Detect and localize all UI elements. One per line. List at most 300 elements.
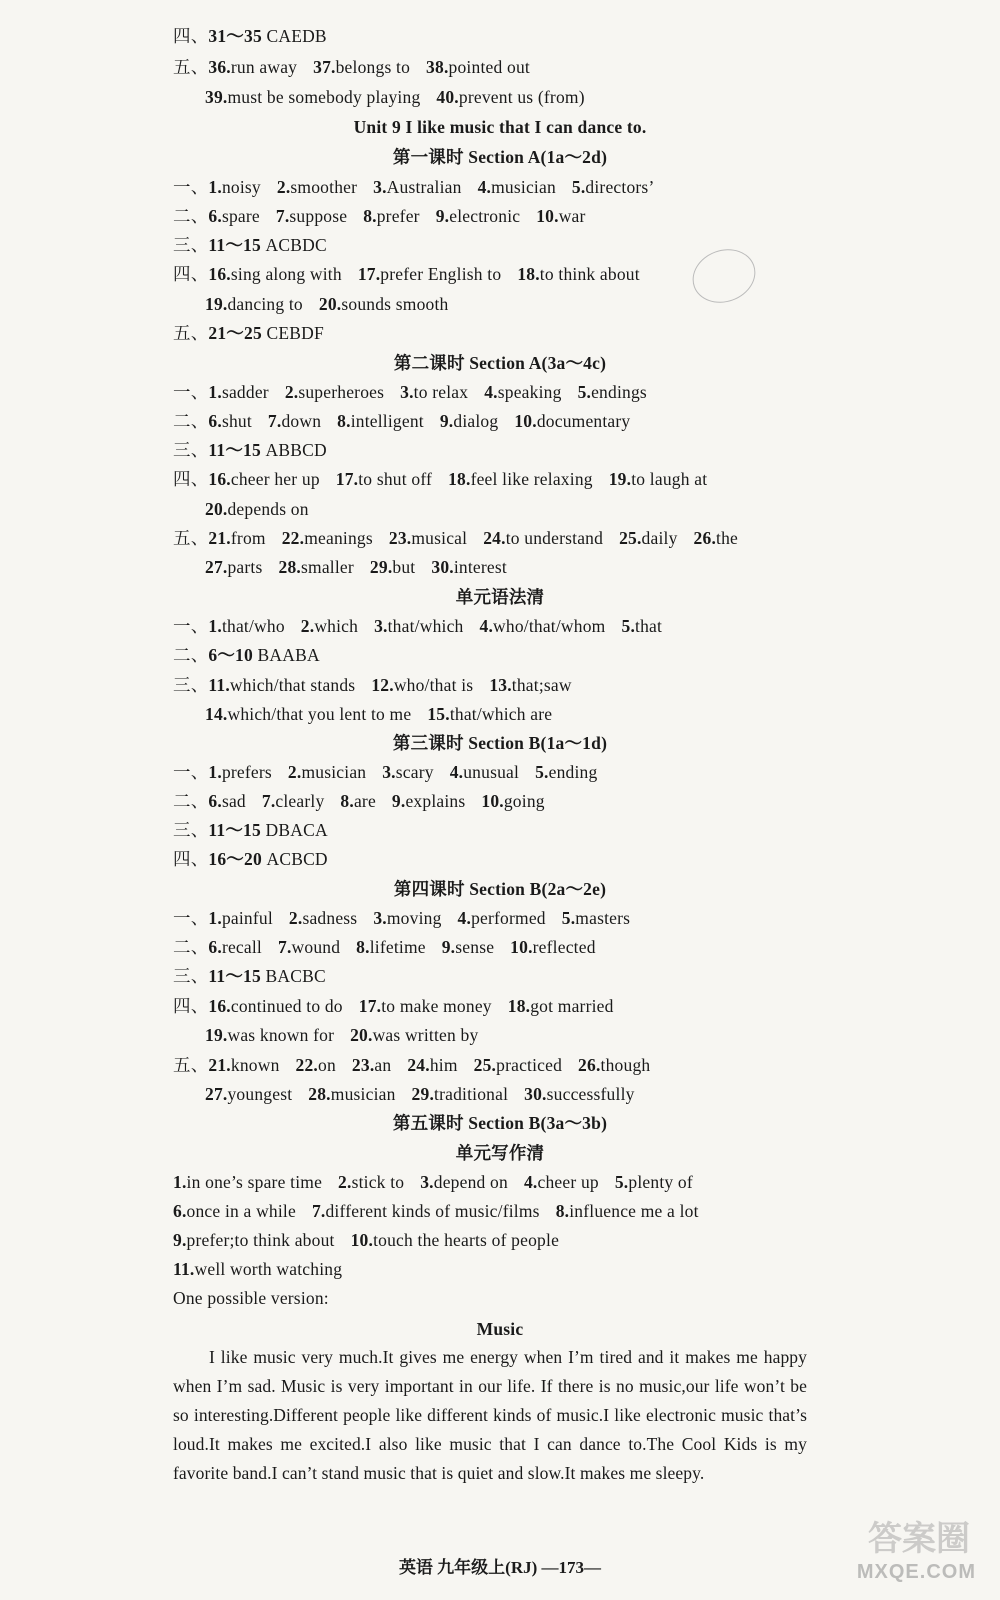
answer-text: to make money (381, 996, 492, 1016)
part-label: 一、 (173, 616, 209, 636)
answer-text: though (600, 1055, 651, 1075)
answer-number: 10. (510, 937, 533, 957)
answer-number: 2. (287, 762, 302, 782)
answer-item (524, 1172, 599, 1192)
answer-text: in one’s spare time (186, 1172, 323, 1192)
answer-item (208, 528, 265, 548)
answer-line (173, 409, 646, 433)
answer-number: 37. (313, 57, 336, 77)
answer-number: 29. (369, 557, 393, 577)
answer-item (288, 762, 366, 782)
answer-item (478, 177, 556, 197)
answer-text: documentary (536, 411, 631, 431)
answer-number: 14. (205, 704, 228, 724)
answer-item (489, 675, 571, 695)
answer-number: 3. (420, 1172, 434, 1192)
answer-text: masters (575, 908, 631, 928)
answer-number: 5. (535, 762, 549, 782)
answer-text: to relax (413, 382, 469, 402)
answer-line (173, 380, 663, 404)
answer-number: 5. (621, 616, 636, 636)
answer-number: 11. (173, 1259, 195, 1279)
answer-item (173, 1201, 296, 1221)
answer-number: 4. (523, 1172, 538, 1192)
answer-item (282, 528, 373, 548)
answer-number: 8. (340, 791, 354, 811)
answer-text: DBACA (260, 820, 328, 840)
answer-item (205, 557, 263, 577)
answer-item (458, 908, 546, 928)
answer-line (173, 526, 754, 550)
answer-number: 26. (578, 1055, 601, 1075)
answer-text: run away (230, 57, 298, 77)
part-label: 一、 (173, 382, 209, 402)
answer-number: 18. (448, 469, 471, 489)
answer-number: 21～25 (208, 323, 262, 343)
answer-number: 24. (407, 1055, 430, 1075)
answer-text: intelligent (350, 411, 424, 431)
section-heading: 第一课时 Section A(1a～2d) (392, 147, 608, 167)
answer-text: an (374, 1055, 392, 1075)
answer-number: 6. (208, 791, 222, 811)
part-label: 三、 (173, 675, 209, 695)
answer-number: 1. (208, 177, 222, 197)
answer-item (208, 26, 326, 46)
answer-text: ending (548, 762, 598, 782)
answer-number: 18. (507, 996, 531, 1016)
answer-item (208, 1055, 279, 1075)
answer-line (205, 555, 523, 579)
answer-number: 3. (400, 382, 414, 402)
answer-item (370, 557, 415, 577)
answer-item (301, 616, 358, 636)
answer-text: CEBDF (261, 323, 324, 343)
answer-item (514, 411, 630, 431)
answer-text: feel like relaxing (470, 469, 593, 489)
answer-item (483, 528, 603, 548)
answer-item (373, 908, 441, 928)
answer-item (356, 937, 426, 957)
answer-number: 27. (205, 557, 228, 577)
answer-item (382, 762, 433, 782)
answer-line (173, 321, 340, 345)
answer-item (205, 294, 303, 314)
answer-text: moving (386, 908, 442, 928)
answer-number: 40. (436, 87, 459, 107)
part-label: 五、 (173, 323, 209, 343)
answer-text: depends on (227, 499, 309, 519)
answer-item (363, 206, 420, 226)
answer-text: speaking (497, 382, 562, 402)
answer-number: 11～15 (208, 966, 261, 986)
answer-item (371, 675, 473, 695)
answer-number: 2. (284, 382, 299, 402)
answer-number: 30. (431, 557, 454, 577)
answer-item (205, 1025, 334, 1045)
answer-text: successfully (546, 1084, 635, 1104)
answer-line (173, 673, 588, 697)
answer-text: clearly (275, 791, 325, 811)
answer-item (208, 382, 268, 402)
answer-line (173, 1199, 715, 1223)
answer-text: are (353, 791, 376, 811)
answer-item (208, 966, 325, 986)
answer-text: that/which (387, 616, 464, 636)
answer-text: explains (405, 791, 466, 811)
answer-line (205, 292, 465, 316)
answer-text: parts (227, 557, 263, 577)
answer-item (407, 1055, 457, 1075)
answer-number: 9. (441, 937, 456, 957)
answer-item (208, 57, 297, 77)
answer-number: 18. (517, 264, 540, 284)
answer-line (173, 1257, 358, 1281)
answer-line (205, 702, 568, 726)
answer-text: BAABA (252, 645, 320, 665)
answer-item (276, 206, 347, 226)
answer-line (173, 847, 344, 871)
answer-text: to think about (539, 264, 640, 284)
answer-item (431, 557, 507, 577)
answer-item (337, 411, 424, 431)
answer-text: which/that you lent to me (227, 704, 412, 724)
answer-number: 7. (278, 937, 292, 957)
answer-text: that/who (221, 616, 285, 636)
answer-item (208, 820, 327, 840)
answer-item (208, 996, 342, 1016)
answer-number: 3. (373, 908, 387, 928)
answer-item (336, 469, 432, 489)
answer-text: prefer English to (380, 264, 502, 284)
answer-number: 19. (608, 469, 632, 489)
answer-text: prefer (376, 206, 420, 226)
essay-title: Music (476, 1319, 524, 1339)
answer-text: reflected (532, 937, 596, 957)
answer-text: continued to do (230, 996, 343, 1016)
part-label: 三、 (173, 235, 209, 255)
answer-text: but (392, 557, 416, 577)
answer-text: known (230, 1055, 280, 1075)
answer-text: CAEDB (261, 26, 327, 46)
answer-text: going (503, 791, 545, 811)
answer-text: belongs to (335, 57, 411, 77)
answer-line: One possible version: (173, 1288, 329, 1308)
answer-line (173, 1053, 666, 1077)
answer-number: 7. (275, 206, 290, 226)
part-label: 三、 (173, 820, 209, 840)
answer-text: scary (395, 762, 434, 782)
answer-item (578, 1055, 650, 1075)
answer-text: prefers (221, 762, 272, 782)
answer-item (374, 616, 463, 636)
answer-text: must be somebody playing (227, 87, 421, 107)
answer-number: 7. (311, 1201, 326, 1221)
answer-line (173, 1170, 709, 1194)
answer-text: wound (291, 937, 341, 957)
answer-text: interest (453, 557, 507, 577)
answer-item (615, 1172, 693, 1192)
answer-item (448, 469, 593, 489)
answer-text: prevent us (from) (458, 87, 585, 107)
answer-item (350, 1025, 478, 1045)
answer-text: that (635, 616, 663, 636)
part-label: 二、 (173, 937, 209, 957)
answer-text: was written by (372, 1025, 479, 1045)
answer-text: musician (330, 1084, 396, 1104)
answer-line (205, 1023, 494, 1047)
answer-number: 29. (411, 1084, 435, 1104)
answer-number: 10. (514, 411, 537, 431)
answer-text: different kinds of music/films (325, 1201, 540, 1221)
answer-item (208, 849, 327, 869)
answer-item (208, 908, 273, 928)
answer-number: 3. (374, 616, 388, 636)
section-heading: 第二课时 Section A(3a～4c) (393, 353, 607, 373)
answer-line (173, 994, 630, 1018)
answer-text: practiced (496, 1055, 563, 1075)
answer-number: 4. (477, 177, 492, 197)
answer-number: 11～15 (208, 820, 261, 840)
part-label: 二、 (173, 411, 209, 431)
answer-number: 22. (281, 528, 305, 548)
part-label: 二、 (173, 645, 209, 665)
answer-number: 28. (278, 557, 301, 577)
answer-item (436, 87, 584, 107)
answer-number: 12. (371, 675, 394, 695)
answer-item (609, 469, 708, 489)
answer-item (208, 206, 259, 226)
answer-item (338, 1172, 404, 1192)
answer-item (279, 557, 354, 577)
answer-number: 8. (555, 1201, 570, 1221)
part-label: 三、 (173, 440, 209, 460)
answer-number: 17. (358, 996, 382, 1016)
answer-number: 6～10 (208, 645, 253, 665)
answer-number: 10. (350, 1230, 374, 1250)
answer-text: to shut off (358, 469, 433, 489)
answer-number: 23. (388, 528, 412, 548)
answer-item (205, 87, 420, 107)
answer-number: 31～35 (208, 26, 262, 46)
answer-number: 39. (205, 87, 228, 107)
answer-text: musician (301, 762, 367, 782)
answer-item (508, 996, 614, 1016)
part-label: 二、 (173, 791, 209, 811)
answer-item (481, 791, 544, 811)
answer-number: 21. (208, 528, 231, 548)
answer-line (173, 467, 723, 491)
section-heading: 第四课时 Section B(2a～2e) (393, 879, 607, 899)
answer-item (578, 382, 647, 402)
answer-item (285, 382, 384, 402)
answer-text: to understand (505, 528, 604, 548)
answer-number: 10. (481, 791, 504, 811)
answer-line (173, 55, 546, 79)
answer-line (173, 614, 678, 638)
answer-number: 6. (208, 411, 222, 431)
answer-text: shut (221, 411, 252, 431)
answer-text: lifetime (369, 937, 426, 957)
essay-body: I like music very much.It gives me energy when I’m tired and it makes me happy when I’m sad. Music is very important in our life. If there is no music,our life won’t be so interesting.Different people like different kinds of music.I like electronic music that’s loud.It makes me excited.I also like music that I can dance to.The Cool Kids is my favorite band.I can’t stand music that is quiet and slow.It makes me sleepy. (173, 1347, 807, 1483)
answer-number: 1. (173, 1172, 187, 1192)
answer-text: plenty of (628, 1172, 693, 1192)
answer-item (562, 908, 630, 928)
answer-text: sadness (302, 908, 358, 928)
answer-item (319, 294, 449, 314)
answer-text: was known for (227, 1025, 335, 1045)
answer-text: smoother (290, 177, 358, 197)
answer-number: 16～20 (208, 849, 262, 869)
answer-item (426, 57, 530, 77)
answer-line (173, 24, 343, 48)
answer-number: 8. (363, 206, 377, 226)
answer-text: got married (530, 996, 614, 1016)
part-label: 三、 (173, 966, 209, 986)
answer-number: 16. (208, 469, 231, 489)
answer-item (400, 382, 468, 402)
answer-line (173, 643, 336, 667)
answer-item (536, 206, 585, 226)
answer-text: war (558, 206, 586, 226)
part-label: 四、 (173, 469, 209, 489)
answer-item (373, 177, 461, 197)
answer-item (205, 704, 411, 724)
answer-number: 1. (208, 382, 222, 402)
answer-number: 1. (208, 908, 222, 928)
page-footer: 英语 九年级上(RJ) —173— (398, 1558, 602, 1577)
answer-line (205, 85, 601, 109)
answer-number: 9. (391, 791, 406, 811)
answer-item (312, 1201, 540, 1221)
answer-text: touch the hearts of people (373, 1230, 560, 1250)
answer-text: ABBCD (260, 440, 327, 460)
answer-text: ACBDC (260, 235, 327, 255)
answer-number: 7. (267, 411, 282, 431)
answer-text: to laugh at (631, 469, 708, 489)
section-heading: 单元语法清 (455, 587, 545, 607)
answer-text: who/that is (393, 675, 474, 695)
part-label: 四、 (173, 849, 209, 869)
answer-item (420, 1172, 508, 1192)
answer-item (352, 1055, 391, 1075)
answer-text: suppose (289, 206, 348, 226)
answer-text: once in a while (186, 1201, 296, 1221)
answer-text: ACBCD (261, 849, 328, 869)
answer-text: which (314, 616, 359, 636)
answer-item (340, 791, 376, 811)
answer-text: unusual (463, 762, 520, 782)
answer-number: 28. (308, 1084, 331, 1104)
watermark-url: MXQE.COM (856, 1561, 976, 1583)
answer-number: 1. (208, 616, 222, 636)
watermark-main: 答案圈 (868, 1519, 970, 1559)
answer-text: recall (221, 937, 262, 957)
answer-number: 3. (382, 762, 396, 782)
answer-text: sad (221, 791, 246, 811)
answer-number: 10. (536, 206, 559, 226)
answer-line (173, 818, 344, 842)
answer-number: 5. (614, 1172, 629, 1192)
answer-number: 30. (524, 1084, 547, 1104)
answer-item (289, 908, 357, 928)
answer-item (389, 528, 467, 548)
part-label: 四、 (173, 264, 209, 284)
answer-text: musician (491, 177, 556, 197)
answer-number: 36. (208, 57, 231, 77)
answer-text: down (281, 411, 322, 431)
answer-number: 17. (335, 469, 359, 489)
answer-item (208, 791, 245, 811)
answer-number: 8. (356, 937, 370, 957)
answer-item (474, 1055, 562, 1075)
part-label: 一、 (173, 908, 209, 928)
answer-text: from (230, 528, 266, 548)
answer-number: 15. (427, 704, 450, 724)
answer-line (173, 789, 561, 813)
answer-text: that;saw (511, 675, 572, 695)
answer-number: 3. (373, 177, 387, 197)
answer-item (480, 616, 606, 636)
answer-item (450, 762, 519, 782)
answer-number: 26. (693, 528, 717, 548)
answer-text: dancing to (227, 294, 303, 314)
answer-number: 38. (426, 57, 449, 77)
answer-line (173, 1228, 575, 1252)
answer-text: cheer up (537, 1172, 599, 1192)
part-label: 四、 (173, 26, 209, 46)
answer-number: 11～15 (208, 235, 261, 255)
answer-number: 6. (208, 206, 222, 226)
answer-item (313, 57, 410, 77)
answer-number: 6. (173, 1201, 187, 1221)
answer-text: sing along with (230, 264, 342, 284)
answer-item (572, 177, 655, 197)
answer-text: influence me a lot (569, 1201, 699, 1221)
answer-line (173, 906, 646, 930)
part-label: 一、 (173, 762, 209, 782)
answer-text: painful (221, 908, 273, 928)
answer-item (173, 1259, 342, 1279)
answer-item (208, 469, 319, 489)
answer-text: which/that stands (229, 675, 356, 695)
answer-text: directors’ (585, 177, 655, 197)
answer-number: 25. (619, 528, 642, 548)
answer-item (412, 1084, 509, 1104)
answer-item (205, 499, 309, 519)
answer-number: 11. (208, 675, 230, 695)
answer-line (173, 204, 602, 228)
answer-text: well worth watching (194, 1259, 343, 1279)
answer-item (556, 1201, 699, 1221)
answer-number: 5. (571, 177, 586, 197)
section-heading: 单元写作清 (455, 1143, 545, 1163)
answer-text: dialog (453, 411, 499, 431)
answer-number: 11～15 (208, 440, 261, 460)
part-label: 五、 (173, 1055, 209, 1075)
answer-item (208, 323, 323, 343)
answer-text: him (429, 1055, 458, 1075)
part-label: 五、 (173, 528, 209, 548)
answer-item (173, 1172, 322, 1192)
section-heading: 第五课时 Section B(3a～3b) (392, 1113, 608, 1133)
answer-line (173, 233, 343, 257)
answer-text: cheer her up (230, 469, 320, 489)
answer-text: daily (641, 528, 678, 548)
answer-item (208, 645, 319, 665)
answer-number: 1. (208, 762, 222, 782)
answer-item (208, 937, 262, 957)
answer-item (278, 937, 340, 957)
